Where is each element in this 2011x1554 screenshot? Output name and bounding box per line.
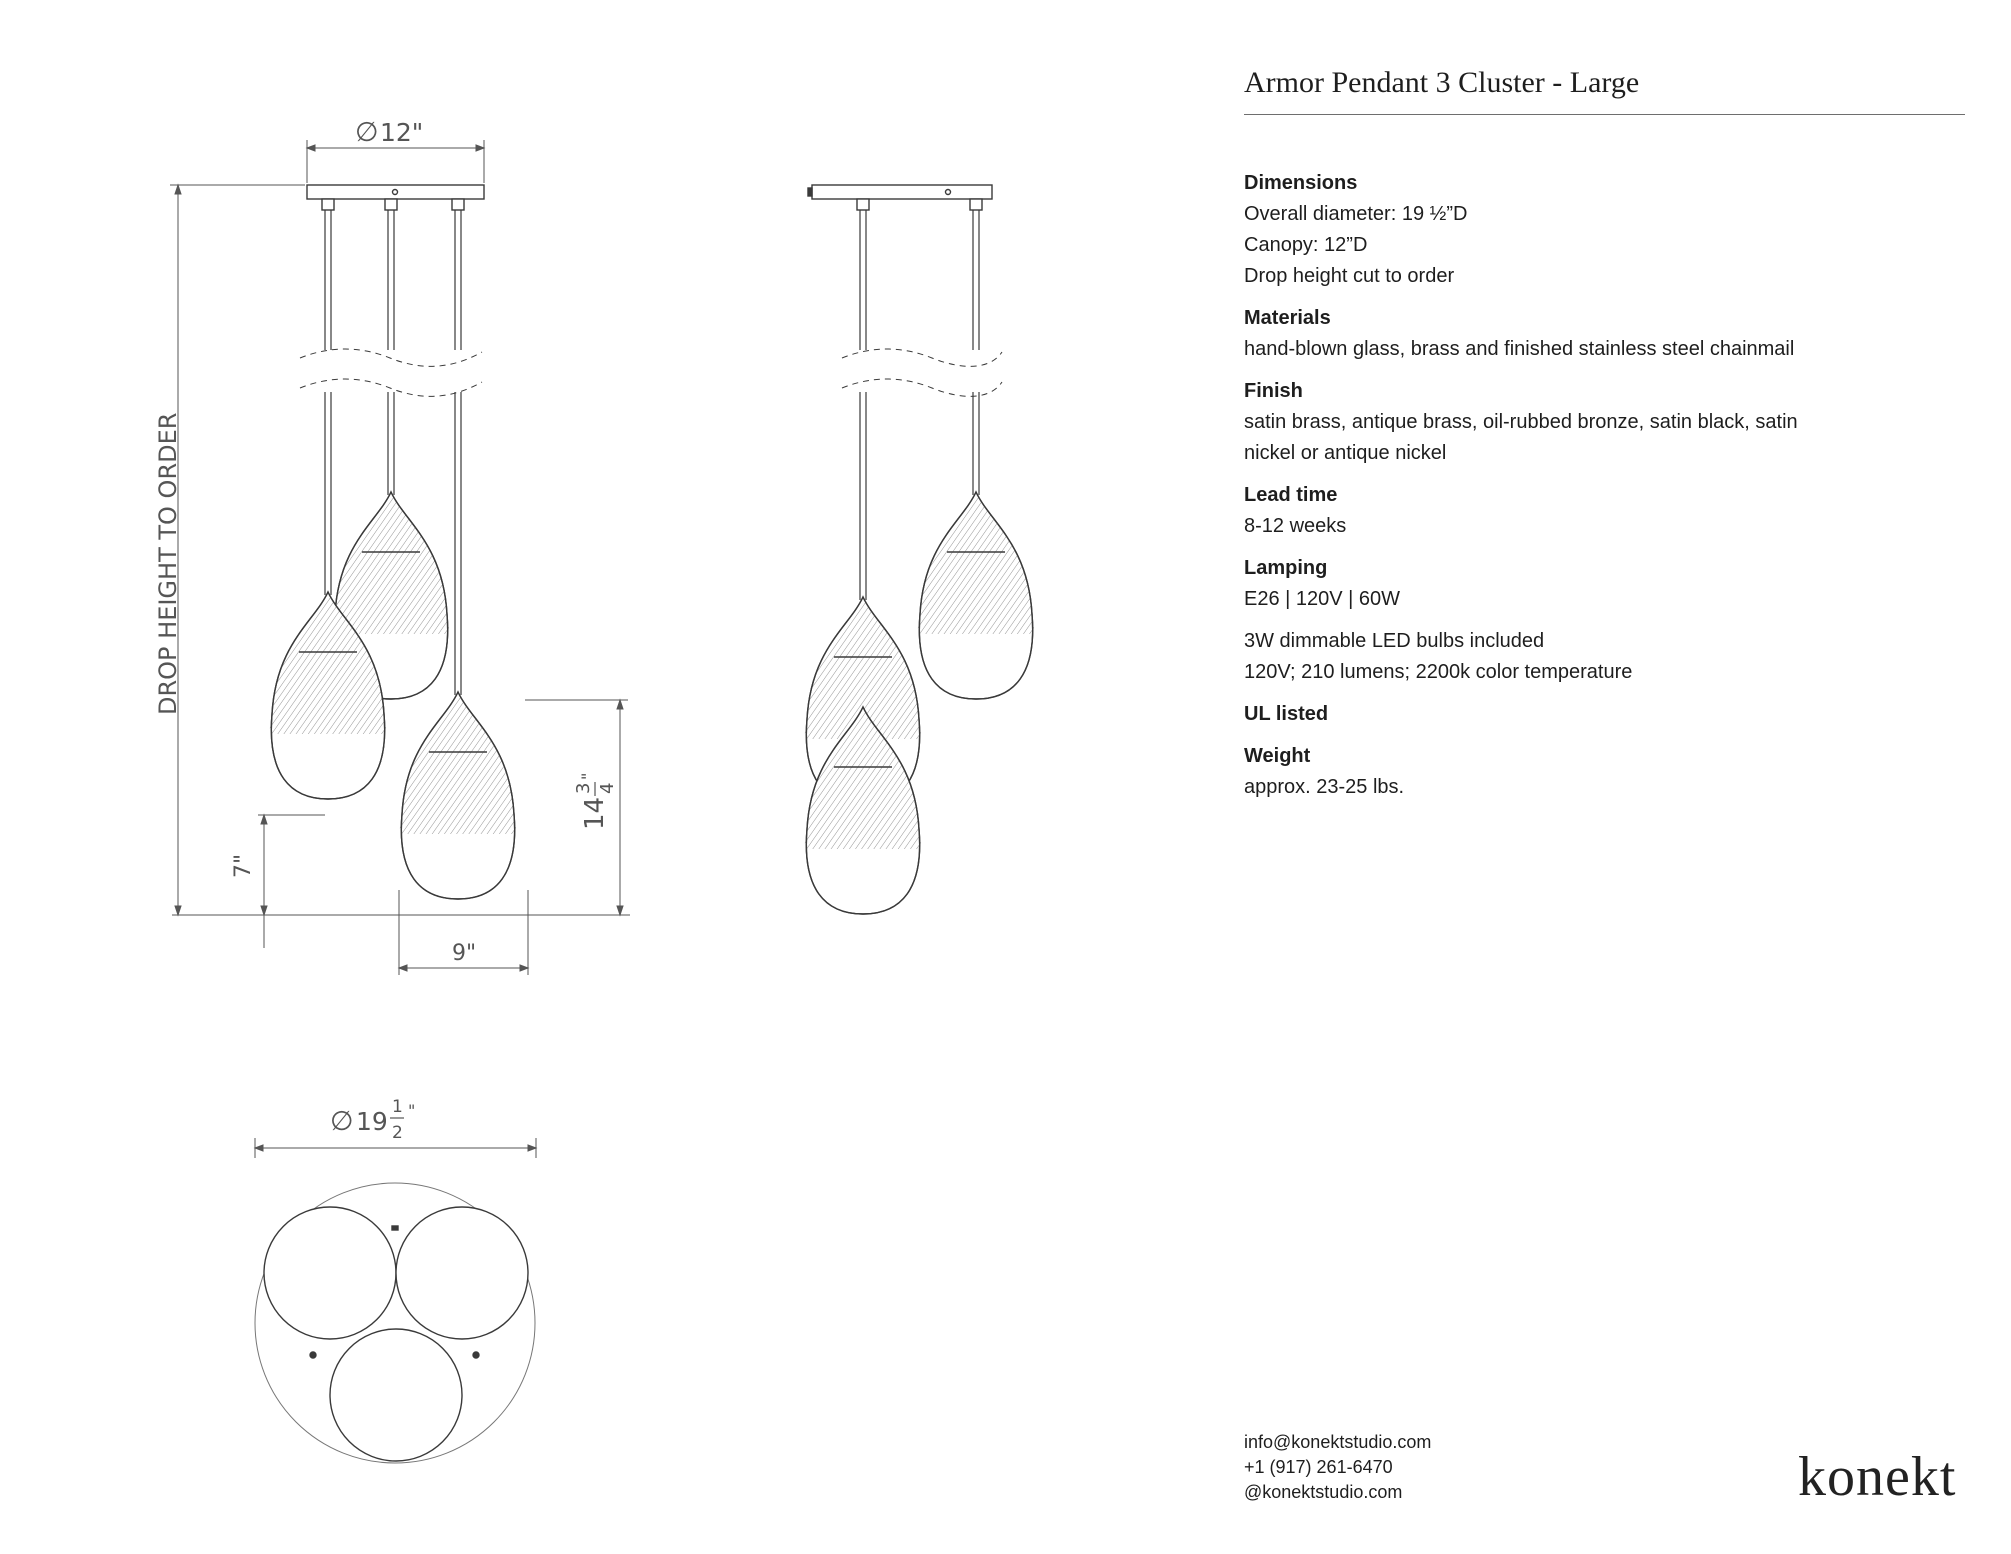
contact-phone[interactable]: +1 (917) 261-6470 <box>1244 1457 1393 1477</box>
svg-text:19: 19 <box>356 1107 388 1136</box>
spec-heading: Finish <box>1244 380 1303 402</box>
spec-materials <box>1244 303 1964 365</box>
contact-block <box>1244 1430 1431 1505</box>
svg-text:3: 3 <box>573 782 594 794</box>
svg-text:2: 2 <box>392 1123 403 1143</box>
spec-text: E26 | 120V | 60W <box>1244 588 1401 610</box>
canopy-side <box>812 185 992 199</box>
spec-lead-time <box>1244 480 1964 542</box>
spec-text: hand-blown glass, brass and finished stainless steel chainmail <box>1244 338 1795 360</box>
glass-drop-side-right <box>917 492 1035 699</box>
front-elevation-view <box>269 185 517 899</box>
globe-plan-3 <box>330 1329 462 1461</box>
spec-heading: Lamping <box>1244 557 1328 579</box>
svg-text:4: 4 <box>597 782 618 794</box>
spec-text: 8-12 weeks <box>1244 515 1347 537</box>
contact-social[interactable]: @konektstudio.com <box>1244 1482 1403 1502</box>
spec-text: Overall diameter: 19 ½”D <box>1244 203 1468 225</box>
canopy-diameter-label: 12" <box>380 118 424 147</box>
canopy-diameter-symbol: ∅ <box>355 117 379 148</box>
svg-text:": " <box>408 1101 416 1120</box>
globe-plan-2 <box>396 1207 528 1339</box>
spec-text: Drop height cut to order <box>1244 265 1455 287</box>
spec-ul-listed <box>1244 699 1964 730</box>
svg-text:∅: ∅ <box>330 1106 354 1137</box>
width-dimension-label: 9" <box>452 941 477 966</box>
product-title: Armor Pendant 3 Cluster - Large <box>1244 66 1640 99</box>
spec-text: 120V; 210 lumens; 2200k color temperature <box>1244 661 1633 683</box>
drop-height-label: DROP HEIGHT TO ORDER <box>154 412 182 715</box>
svg-text:14: 14 <box>580 796 610 830</box>
svg-text:": " <box>578 772 597 780</box>
overall-diameter-label <box>330 1097 415 1143</box>
break-line <box>300 349 482 366</box>
svg-text:1: 1 <box>392 1097 403 1117</box>
title-divider <box>1244 114 1965 115</box>
side-elevation-view <box>804 185 1035 914</box>
spec-lamping <box>1244 553 1964 615</box>
spec-finish <box>1244 376 1964 469</box>
brand-logo: konekt <box>1798 1446 1957 1508</box>
spec-text: Canopy: 12”D <box>1244 234 1368 256</box>
plan-view <box>255 1138 536 1463</box>
break-line <box>300 379 482 396</box>
canopy-front <box>307 185 484 199</box>
spec-text: satin brass, antique brass, oil-rubbed bronze, satin black, satin <box>1244 411 1798 433</box>
glass-drop-front <box>399 692 517 899</box>
spec-dimensions <box>1244 168 1964 292</box>
spec-heading: Weight <box>1244 745 1311 767</box>
spec-heading: UL listed <box>1244 703 1329 725</box>
spec-text: 3W dimmable LED bulbs included <box>1244 630 1545 652</box>
spec-text: nickel or antique nickel <box>1244 442 1447 464</box>
spec-list <box>1244 168 1964 814</box>
height-dimension-label <box>573 773 618 830</box>
spec-text: approx. 23-25 lbs. <box>1244 776 1405 798</box>
spec-led-bulbs <box>1244 626 1964 688</box>
contact-email[interactable]: info@konektstudio.com <box>1244 1432 1432 1452</box>
offset-dimension-label: 7" <box>231 853 256 878</box>
spec-heading: Lead time <box>1244 484 1338 506</box>
globe-plan-1 <box>264 1207 396 1339</box>
spec-heading: Materials <box>1244 307 1331 329</box>
spec-weight <box>1244 741 1964 803</box>
break-line <box>842 349 1002 366</box>
spec-heading: Dimensions <box>1244 172 1358 194</box>
